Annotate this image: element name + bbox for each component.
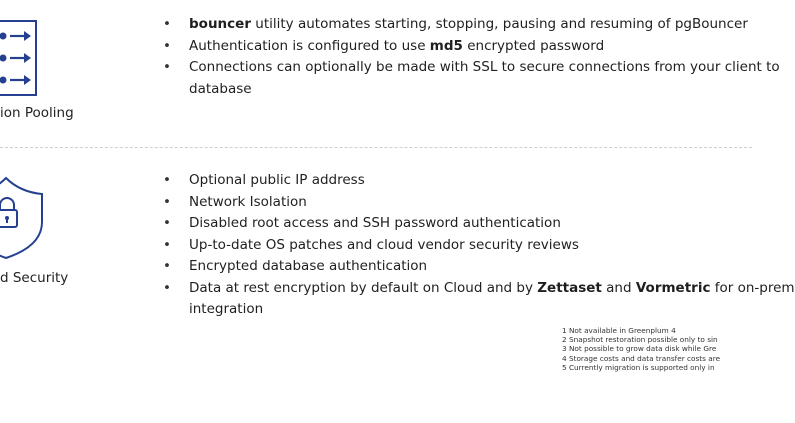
section-divider	[0, 147, 752, 148]
footnote: 4 Storage costs and data transfer costs are	[562, 353, 721, 363]
footnote: 3 Not possible to grow data disk while Gre	[562, 344, 717, 354]
list-item: • Connections can optionally be made with SSL to secure connections from your client to	[160, 57, 780, 79]
list-item-continuation: integration	[189, 301, 264, 317]
list-item-continuation: database	[189, 80, 252, 97]
list-item: • Optional public IP address	[160, 170, 795, 192]
security-label: d Security	[0, 270, 69, 286]
pooling-bullet-list	[160, 14, 780, 100]
connection-pooling-arrows-icon	[0, 20, 40, 96]
footnote: 5 Currently migration is supported only in	[562, 362, 715, 372]
list-item: • Authentication is configured to use md5 encrypted password	[160, 36, 780, 58]
list-item: • Disabled root access and SSH password authentication	[160, 213, 795, 235]
connection-pooling-label: ion Pooling	[0, 105, 74, 121]
footnotes	[562, 326, 720, 372]
list-item: • Encrypted database authentication	[160, 256, 795, 278]
footnote: 2 Snapshot restoration possible only to sin	[562, 335, 718, 345]
list-item: • Up-to-date OS patches and cloud vendor security reviews	[160, 235, 795, 257]
shield-lock-icon	[0, 176, 46, 260]
footnote: 1 Not available in Greenplum 4	[562, 326, 676, 335]
security-bullet-list	[160, 170, 795, 321]
list-item: • Network Isolation	[160, 192, 795, 214]
list-item: • bouncer utility automates starting, stopping, pausing and resuming of pgBouncer	[160, 14, 780, 36]
list-item: • Data at rest encryption by default on Cloud and by Zettaset and Vormetric for on-prem	[160, 278, 795, 300]
